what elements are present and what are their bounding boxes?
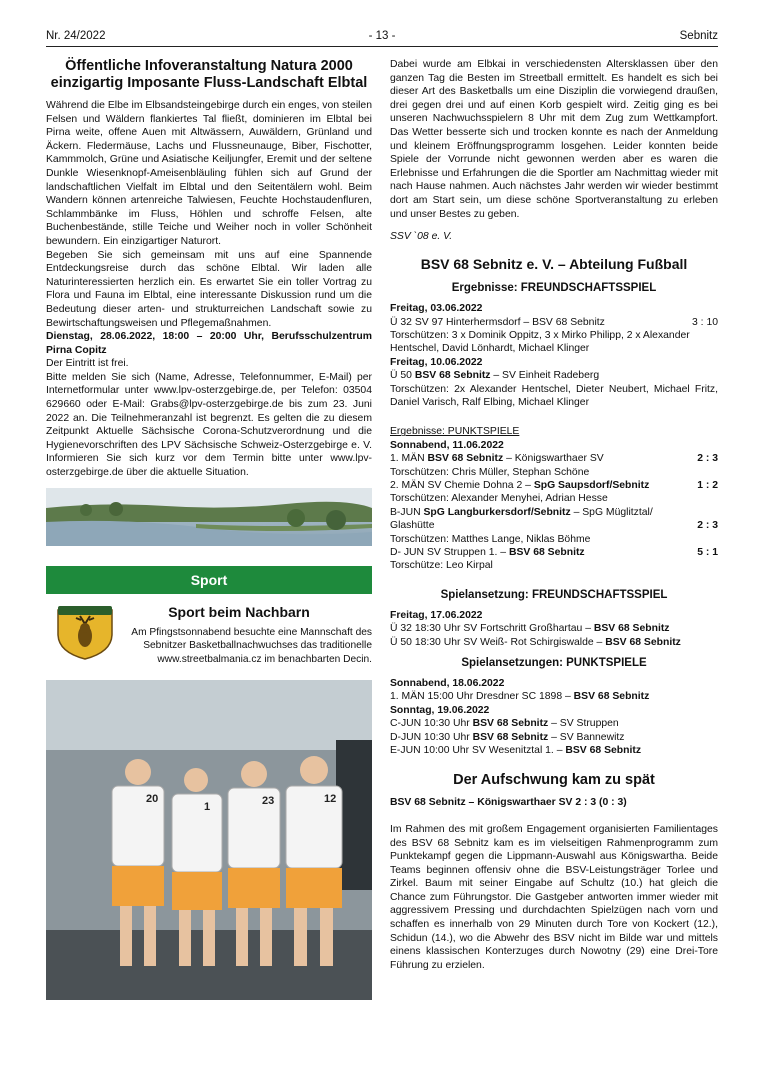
aufschwung-text: Im Rahmen des mit großem Engagement organisierten Familientages des BSV 68 Sebnitz kam es im vielseitigen Rahmenprogramm zum Punktekampf gegen die Lippmann-Auswahl aus Königswartha. Beide Teams beginnen offensiv ohne die BSV-Leistungsträger Torlee und Zirkel. Baum mit seiner Eingabe auf Schultz (10.) hat gleich die Chance zum Führungstor. Die Gastgeber antworten immer wieder mit aggressivem Pressing und durchdachten Spielzügen nach vorn und schaffen es innerhalb von 29 Minuten durch Tore von Kockert (12.), Schidun (14.), wo die Abwehr des BSV nicht im Bilde war und mittels einens klassischen Konterzuges durch Nowotny (29) eine Drei-Tore Führung zu erzielen. bbox=[390, 823, 718, 971]
fr1-scorers: Torschützen: 3 x Dominik Oppitz, 3 x Mirko Philipp, 2 x Alexander Hentschel, David Lönhardt, Michael Klinger bbox=[390, 329, 690, 355]
sport-intro bbox=[46, 604, 372, 674]
natura-paragraph-2: Begeben Sie sich gemeinsam mit uns auf eine Spannende Entdeckungsreise durch das schöne Elbtal. Wir laden alle Naturinteressierten herzlich ein. Es erwartet Sie ein toller Vortrag zu Flora und Fauna im Elbtal, eine interessante Diskussion rund um die Bedeutung dieser arten- und strukturreichen Landschaft sowie zu Bewirtschaftungsweisen und Pflegemaßnahmen. bbox=[46, 249, 372, 329]
page-header bbox=[46, 26, 718, 47]
town-name: Sebnitz bbox=[679, 30, 718, 42]
a-p2: C-JUN 10:30 Uhr BSV 68 Sebnitz – SV Struppen bbox=[390, 718, 619, 730]
a-p1: 1. MÄN 15:00 Uhr Dresdner SC 1898 – BSV 68 Sebnitz bbox=[390, 691, 650, 703]
a-fr-date: Freitag, 17.06.2022 bbox=[390, 609, 483, 621]
fr1-match: Ü 32 SV 97 Hinterhermsdorf – BSV 68 Sebnitz bbox=[390, 316, 605, 328]
aufschwung-subtitle: BSV 68 Sebnitz – Königswarthaer SV 2 : 3 (0 : 3) bbox=[390, 796, 627, 808]
m2-score: 1 : 2 bbox=[697, 480, 718, 491]
m4-row: D- JUN SV Struppen 1. – BSV 68 Sebnitz 5 : 1 bbox=[390, 547, 718, 559]
m3-row: B-JUN SpG Langburkersdorf/Sebnitz – SpG Müglitztal/ Glashütte 2 : 3 bbox=[390, 506, 718, 532]
natura-title: Öffentliche Infoveranstaltung Natura 2000 einzigartig Imposante Fluss-Landschaft Elbtal bbox=[50, 58, 368, 91]
streetball-continued: Dabei wurde am Elbkai in verschiedensten Altersklassen über den ganzen Tag die Besten im Streetball ermittelt. Es handelt es sich bei dieser Art des Basketballs um eine Disziplin die vorwiegend draußen, drei gegen drei und auf einen Korb gespielt wird. Zeitig ging es bei unseren Nachwuchsspielern 8 Uhr mit dem Zug zum Wettkampfort. Das Wetter besserte sich und trocken konnte es nach der Anmeldung und kleinem Eröffnungsprogramm losgehen. Leider konnten beide Spiele der Vorrunde nicht gewonnen werden aber es waren die Erlebnisse und Erfahrungen die die Sportler am Nachmittag wieder mit nach Hause nahmen. Auch nächstes Jahr werden wir wieder bestimmt dort am Start sein, um diese schöne Sportveranstaltung zu erleben und unser Bestes zu geben. bbox=[390, 59, 718, 220]
natura-paragraph-3: Bitte melden Sie sich (Name, Adresse, Telefonnummer, E-Mail) per Internetformular unter www.lpv-osterzgebirge.de, per Telefon: 03504 629660 oder E-Mail: Grabs@lpv-osterzgebirge.de bis zum 23. Juni 2022 an. Die Teilnehmeranzahl ist begrenzt. Es gelten die zu diesem Zeitpunkt Aktuelle Sächsische Corona-Schutzverordnung und die Hygienevorschriften des LPV Sächsische Schweiz-Osterzgebirge e. V. Informieren Sie sich kurz vor dem Termin bitte unter www.lpv-osterzgebirge.de über die aktuelle Situation. bbox=[46, 371, 372, 479]
event-date: Dienstag, 28.06.2022, 18:00 – 20:00 Uhr, Berufsschulzentrum Pirna Copitz bbox=[46, 331, 372, 356]
jersey-number-1: 20 bbox=[146, 792, 159, 805]
issue-number: Nr. 24/2022 bbox=[46, 30, 106, 42]
sebnitzer-sv-logo bbox=[54, 604, 116, 660]
m3-score: 2 : 3 bbox=[697, 520, 718, 532]
aufschwung-title: Der Aufschwung kam zu spät bbox=[453, 771, 655, 788]
fr1-row bbox=[390, 316, 718, 329]
jersey-number-2: 1 bbox=[204, 800, 211, 813]
m3-scorers: Torschützen: Matthes Lange, Niklas Böhme bbox=[390, 533, 591, 545]
ansetzung-punkt-head: Spielansetzungen: PUNKTSPIELE bbox=[461, 657, 647, 670]
page-number: - 13 - bbox=[368, 30, 396, 42]
a-p-date2: Sonntag, 19.06.2022 bbox=[390, 704, 490, 716]
m4-scorers: Torschütze: Leo Kirpal bbox=[390, 560, 493, 572]
results-friendly-head: Ergebnisse: FREUNDSCHAFTSSPIEL bbox=[451, 282, 657, 295]
ansetzung-friendly-head: Spielansetzung: FREUNDSCHAFTSSPIEL bbox=[440, 588, 668, 601]
right-column bbox=[390, 58, 718, 972]
m1-row: 1. MÄN BSV 68 Sebnitz – Königswarthaer SV 2 : 3 bbox=[390, 453, 718, 465]
m1-score: 2 : 3 bbox=[697, 453, 718, 465]
a-p-date1: Sonnabend, 18.06.2022 bbox=[390, 678, 505, 690]
m4-score: 5 : 1 bbox=[697, 547, 718, 559]
fr1-score: 3 : 10 bbox=[692, 316, 718, 328]
signature-ssv: SSV `08 e. V. bbox=[390, 231, 453, 243]
river-landscape-image bbox=[46, 488, 372, 546]
bsv-title: BSV 68 Sebnitz e. V. – Abteilung Fußball bbox=[420, 256, 688, 273]
fr1-date: Freitag, 03.06.2022 bbox=[390, 303, 483, 315]
punkt-head: Ergebnisse: PUNKTSPIELE bbox=[390, 426, 520, 438]
sport-title: Sport beim Nachbarn bbox=[168, 603, 310, 620]
sport-section-bar: Sport bbox=[46, 566, 372, 594]
jersey-number-4: 12 bbox=[324, 792, 337, 805]
a-p3: D-JUN 10:30 Uhr BSV 68 Sebnitz – SV Bannewitz bbox=[390, 731, 625, 743]
a-fr2: Ü 50 18:30 Uhr SV Weiß- Rot Schirgiswalde – BSV 68 Sebnitz bbox=[390, 636, 681, 648]
left-column bbox=[46, 58, 372, 1000]
team-photo-image bbox=[46, 680, 372, 1000]
a-p4: E-JUN 10:00 Uhr SV Wesenitztal 1. – BSV 68 Sebnitz bbox=[390, 745, 642, 757]
sport-text: Am Pfingstsonnabend besuchte eine Mannschaft des Sebnitzer Basketballnachwuchses das traditionelle www.streetbalmania.cz im benachbarten Decin. bbox=[131, 626, 372, 665]
fr2-date: Freitag, 10.06.2022 bbox=[390, 356, 483, 368]
deer-logo-icon bbox=[54, 604, 116, 660]
fr2-match: Ü 50 BSV 68 Sebnitz – SV Einheit Radeberg bbox=[390, 370, 600, 382]
m2-scorers: Torschützen: Alexander Menyhei, Adrian Hesse bbox=[390, 493, 608, 505]
punkt-date: Sonnabend, 11.06.2022 bbox=[390, 439, 504, 451]
m2-row: 2. MÄN SV Chemie Dohna 2 – SpG Saupsdorf/Sebnitz 1 : 2 bbox=[390, 480, 718, 491]
entry-free: Der Eintritt ist frei. bbox=[46, 358, 129, 370]
elbtal-photo bbox=[46, 488, 372, 546]
m1-scorers: Torschützen: Chris Müller, Stephan Schöne bbox=[390, 466, 590, 478]
fr2-scorers: Torschützen: 2x Alexander Hentschel, Dieter Neubert, Michael Fritz, Daniel Varisch, Ralf Elbing, Michael Klinger bbox=[390, 383, 718, 408]
a-fr1: Ü 32 18:30 Uhr SV Fortschritt Großhartau – BSV 68 Sebnitz bbox=[390, 623, 670, 635]
basketball-team-photo bbox=[46, 680, 372, 1000]
natura-paragraph-1: Während die Elbe im Elbsandsteingebirge durch ein enges, von steilen Felsen und Wäldern flankiertes Tal fließt, dominieren im Elbtal bei Pirna weite, offene Auen mit Altwässern, Auwäldern, Grünland und Äckern. Fledermäuse, Lachs und Flussneunauge, Biber, Fischotter, Kammmolch, Grüne und Asiatische Keiljungfer, Eremit und der seltene Dunkle Wiesenknopf-Ameisenbläuling fühlen sich auf Grund der landschaftlichen Vielfalt im Elbtal und den Seitentälern wohl. Beim Wandern können artenreiche Talwiesen, Feuchte Hochstaudenfluren, Schlammbänke im Fluss, Höhlen und schroffe Felsen, alte Buchenbestände, stille Teiche und Weiher noch in voller Schönheit bewundern. Ein einzigartiger Naturort. bbox=[46, 100, 372, 247]
jersey-number-3: 23 bbox=[262, 794, 275, 807]
